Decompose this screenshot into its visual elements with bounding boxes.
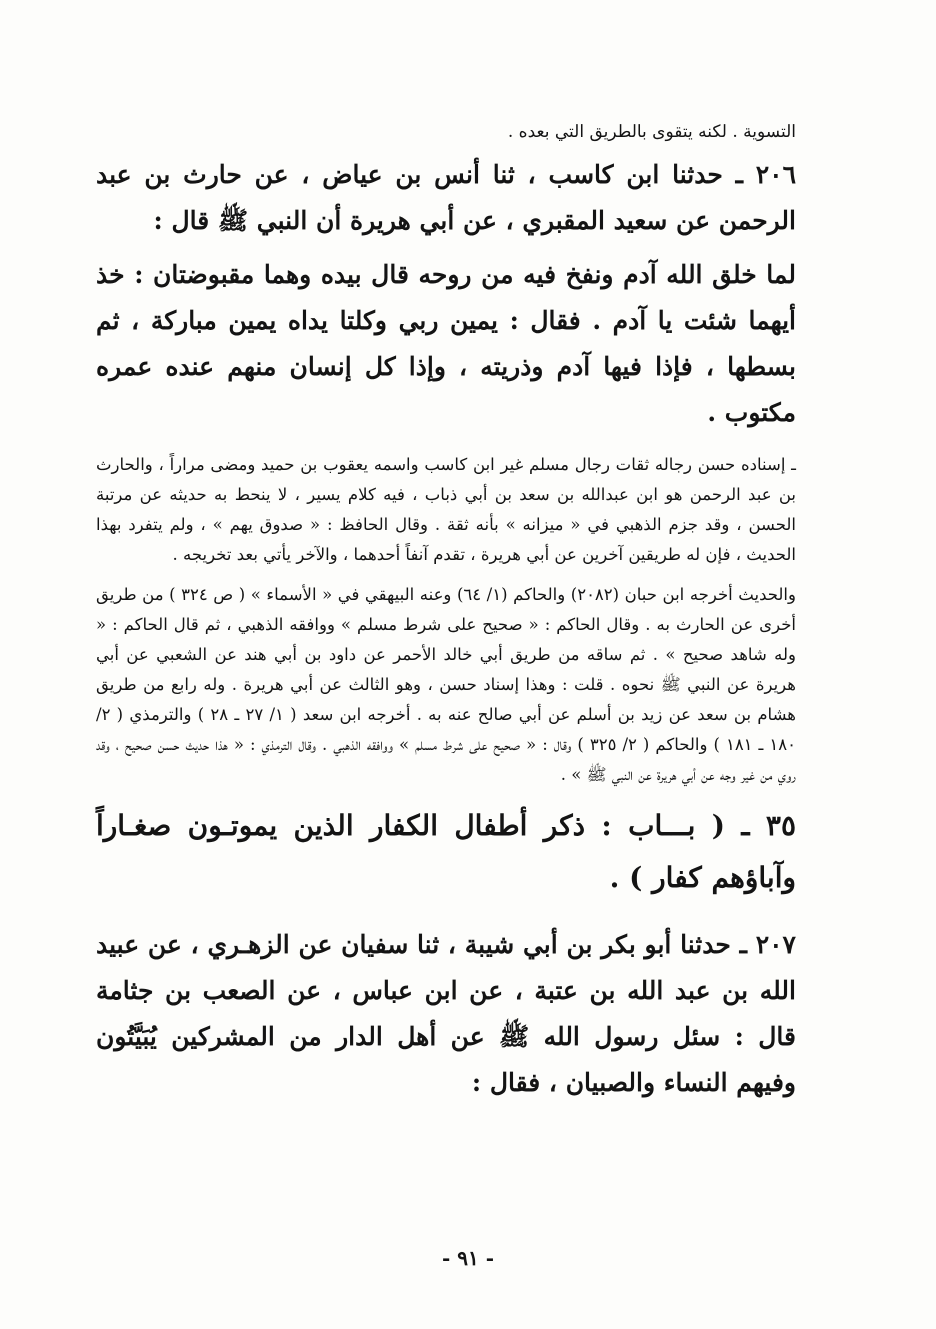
chapter-heading: ٣٥ ـ ( بـــاب : ذكر أطفال الكفار الذين يموتـون صغـاراً وآباؤهم كفار ) . xyxy=(96,809,796,894)
hadith-206-isnad: ٢٠٦ ـ حدثنا ابن كاسب ، ثنا أنس بن عياض ، عن حارث بن عبد الرحمن عن سعيد المقبري ، عن أبي هريرة أن النبي ﷺ قال : xyxy=(96,160,797,235)
page-number: - ٩١ - xyxy=(441,1246,494,1270)
page-body xyxy=(96,118,796,1114)
hadith-206-matn: لما خلق الله آدم ونفخ فيه من روحه قال بيده وهما مقبوضتان : خذ أيهما شئت يا آدم . فقال : يمين ربي وكلتا يداه يمين مباركة ، ثم بسطها ، فإذا فيها آدم وذريته ، وإذا كل إنسان منهم عنده عمره مكتوب . xyxy=(96,260,796,427)
carried-over-line: التسوية . لكنه يتقوى بالطريق التي بعده . xyxy=(507,122,796,142)
footnote-takhrij: والحديث أخرجه ابن حبان (٢٠٨٢) والحاكم (١/ ٦٤) وعنه البيهقي في « الأسماء » ( ص ٣٢٤ ) من طريق أخرى عن الحارث به . وقال الحاكم : « صحيح على شرط مسلم » ووافقه الذهبي ، ثم قال الحاكم : « وله شاهد صحيح » . ثم ساقه من طريق أبي خالد الأحمر عن داود بن أبي هند عن الشعبي عن أبي هريرة عن النبي ﷺ نحوه . قلت : وهذا إسناد حسن ، وهو الثالث عن أبي هريرة . وله رابع من طريق هشام بن سعد عن زيد بن أسلم عن أبي صالح عنه به . أخرجه ابن سعد ( ١/ ٢٧ ـ ٢٨ ) والترمذي ( ٢/ ١٨٠ ـ ١٨١ ) والحاكم ( ٢/ ٣٢٥ ) وقال : « صحيح على شرط مسلم » ووافقه الذهبي . وقال الترمذي : « هذا حديث حسن صحيح ، وقد روي من غير وجه عن أبي هريرة عن النبي ﷺ » . xyxy=(96,585,797,784)
footnote-grading: ـ إسناده حسن رجاله ثقات رجال مسلم غير ابن كاسب واسمه يعقوب بن حميد ومضى مراراً ، والحارث بن عبد الرحمن هو ابن عبدالله بن سعد بن أبي ذباب ، فيه كلام يسير ، لا ينحط به حديثه عن مرتبة الحسن ، وقد جزم الذهبي في « ميزانه » بأنه ثقة . وقال الحافظ : « صدوق يهم » ، ولم يتفرد بهذا الحديث ، فإن له طريقين آخرين عن أبي هريرة ، تقدم آنفاً أحدهما ، والآخر يأتي بعد تخريجه . xyxy=(96,455,796,564)
hadith-207: ٢٠٧ ـ حدثنا أبو بكر بن أبي شيبة ، ثنا سفيان عن الزهـري ، عن عبيد الله بن عبد الله بن عتبة ، عن ابن عباس ، عن الصعب بن جثامة قال : سئل رسول الله ﷺ عن أهل الدار من المشركين يُبَيَّتُون وفيهم النساء والصبيان ، فقال : xyxy=(96,930,796,1097)
